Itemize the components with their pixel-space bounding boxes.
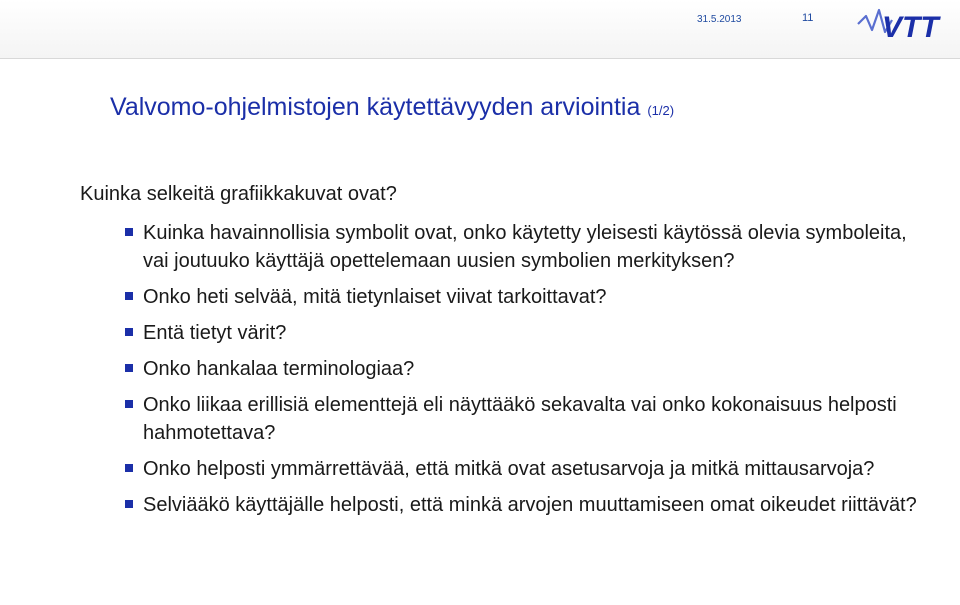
slide-title-text: Valvomo-ohjelmistojen käytettävyyden arviointia xyxy=(110,93,641,121)
bullet-list xyxy=(122,219,922,527)
bullet-item xyxy=(122,355,922,383)
bullet-item xyxy=(122,219,922,275)
bullet-square-icon xyxy=(125,228,133,236)
page-number: 11 xyxy=(802,12,814,24)
bullet-text: Entä tietyt värit? xyxy=(143,322,287,344)
bullet-square-icon xyxy=(125,292,133,300)
vtt-logo xyxy=(852,4,952,44)
header-bar xyxy=(0,0,960,59)
slide-date: 31.5.2013 xyxy=(697,14,742,25)
bullet-text: Selviääkö käyttäjälle helposti, että minkä arvojen muuttamiseen omat oikeudet riittävät? xyxy=(143,494,917,516)
intro-text: Kuinka selkeitä grafiikkakuvat ovat? xyxy=(80,183,397,205)
bullet-square-icon xyxy=(125,400,133,408)
slide-title-suffix: (1/2) xyxy=(647,103,675,118)
bullet-square-icon xyxy=(125,464,133,472)
logo-text: VTT xyxy=(882,11,939,44)
bullet-text: Onko liikaa erillisiä elementtejä eli näyttääkö sekavalta vai onko kokonaisuus helposti hahmotettava? xyxy=(143,394,897,444)
bullet-text: Onko helposti ymmärrettävää, että mitkä ovat asetusarvoja ja mitkä mittausarvoja? xyxy=(143,458,875,480)
bullet-item xyxy=(122,319,922,347)
bullet-text: Onko hankalaa terminologiaa? xyxy=(143,358,415,380)
bullet-item xyxy=(122,455,922,483)
bullet-item xyxy=(122,491,922,519)
bullet-item xyxy=(122,283,922,311)
slide-title xyxy=(110,93,674,122)
bullet-square-icon xyxy=(125,364,133,372)
bullet-item xyxy=(122,391,922,447)
bullet-square-icon xyxy=(125,500,133,508)
bullet-text: Kuinka havainnollisia symbolit ovat, onko käytetty yleisesti käytössä olevia symboleita, vai joutuuko käyttäjä opettelemaan uusien symbolien merkityksen? xyxy=(143,222,907,272)
bullet-square-icon xyxy=(125,328,133,336)
bullet-text: Onko heti selvää, mitä tietynlaiset viivat tarkoittavat? xyxy=(143,286,607,308)
vtt-logo-icon xyxy=(852,4,952,44)
